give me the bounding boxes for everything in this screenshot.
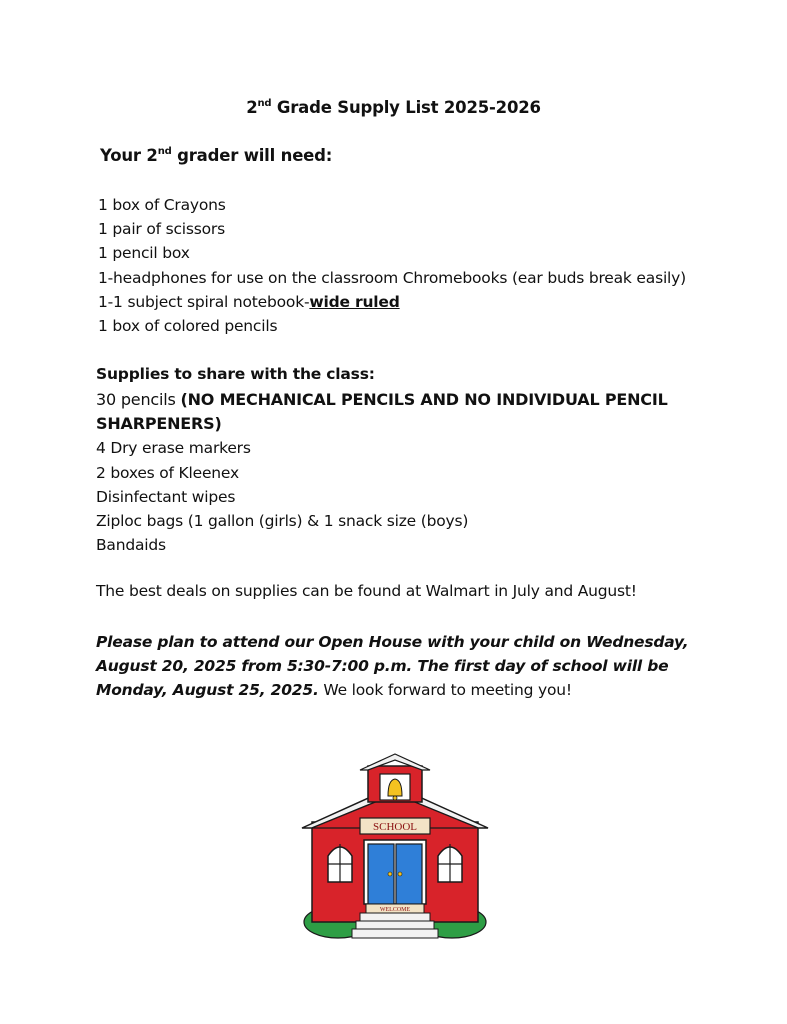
intro-line xyxy=(100,146,332,165)
step-lower xyxy=(352,929,438,938)
list-item: Disinfectant wipes xyxy=(96,487,236,506)
welcome-mat-text: WELCOME xyxy=(379,907,411,913)
list-item: 1-headphones for use on the classroom Chromebooks (ear buds break easily) xyxy=(98,268,686,287)
step-upper xyxy=(360,913,430,921)
list-item: 1 pair of scissors xyxy=(98,220,225,239)
deals-note: The best deals on supplies can be found at Walmart in July and August! xyxy=(96,582,637,600)
title-suffix: Grade Supply List 2025-2026 xyxy=(271,98,541,117)
list-item xyxy=(96,388,716,436)
open-house-closing: We look forward to meeting you! xyxy=(318,681,572,699)
intro-superscript: nd xyxy=(157,146,172,157)
schoolhouse-illustration xyxy=(300,752,490,944)
title-superscript: nd xyxy=(257,98,272,109)
shared-supply-list xyxy=(96,388,716,557)
pencils-note: (NO MECHANICAL PENCILS AND NO INDIVIDUAL PENCIL SHARPENERS) xyxy=(96,390,668,434)
list-item: 1 box of Crayons xyxy=(98,196,226,214)
open-house-note xyxy=(96,630,716,702)
list-item: 4 Dry erase markers xyxy=(96,439,251,458)
list-item: Ziploc bags (1 gallon (girls) & 1 snack size (boys) xyxy=(96,512,469,531)
wide-ruled-emphasis: wide ruled xyxy=(309,292,400,311)
step-middle xyxy=(356,921,434,929)
notebook-text: 1-1 subject spiral notebook- xyxy=(98,292,310,311)
shared-supplies-heading: Supplies to share with the class: xyxy=(96,365,375,383)
list-item: 1 pencil box xyxy=(98,244,190,263)
intro-prefix: Your 2 xyxy=(100,146,158,165)
list-item: Bandaids xyxy=(96,536,166,555)
list-item xyxy=(98,290,686,314)
open-house-details: Please plan to attend our Open House with your child on Wednesday, August 20, 2025 from 5:30-7:00 p.m. The first day of school will be Monday, August 25, 2025. xyxy=(96,633,689,699)
list-item: 1 box of colored pencils xyxy=(98,317,278,336)
school-sign-text: SCHOOL xyxy=(372,821,418,833)
page-title xyxy=(0,98,787,117)
intro-suffix: grader will need: xyxy=(171,146,333,165)
title-prefix: 2 xyxy=(246,98,258,117)
personal-supply-list xyxy=(98,193,686,338)
list-item: 2 boxes of Kleenex xyxy=(96,463,239,482)
pencils-text: 30 pencils xyxy=(96,390,181,409)
